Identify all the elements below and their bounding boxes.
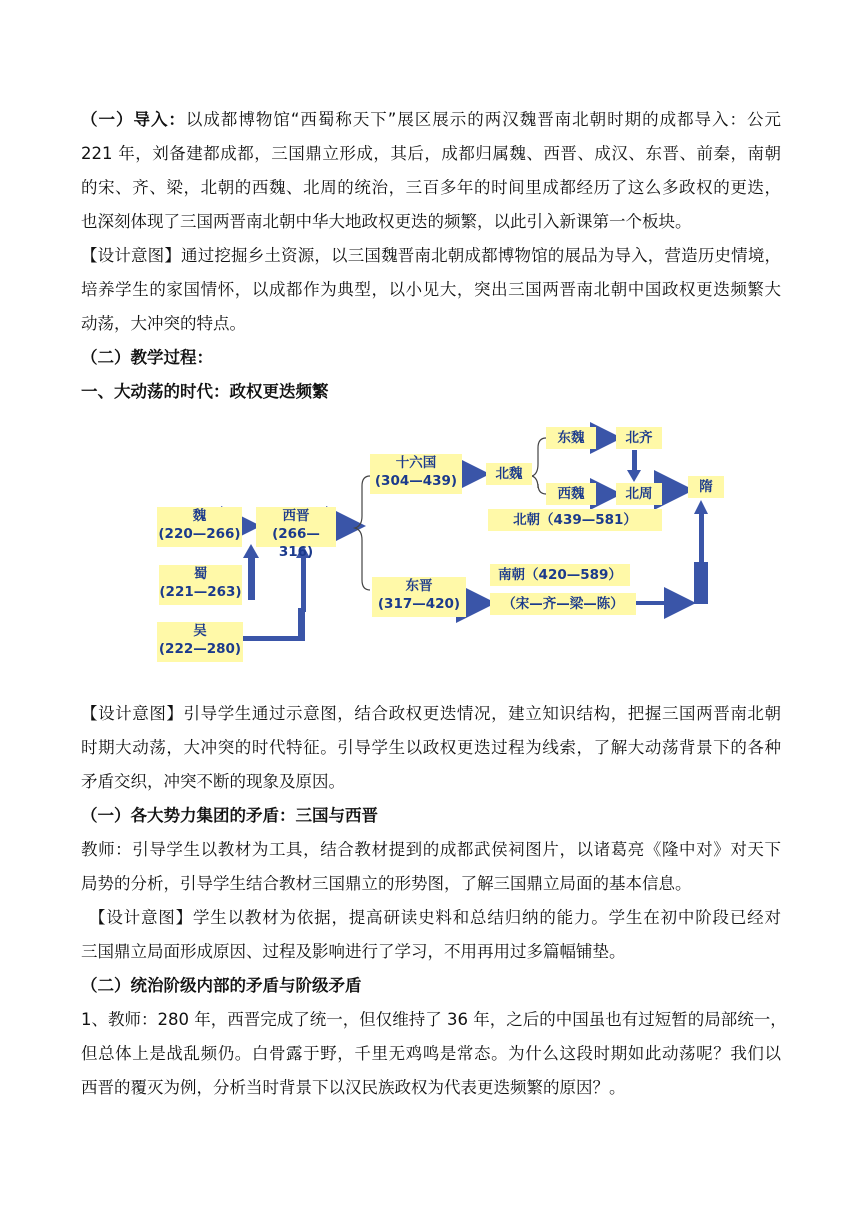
arrow-up-sui-vertical [699,512,704,564]
arrow-beiqi-down-bar [632,450,637,472]
design-intent-1-line-2: 培养学生的家国情怀，以成都作为典型，以小见大，突出三国两晋南北朝中国政权更迭频繁大 [81,280,781,299]
intro-text: 以成都博物馆“西蜀称天下”展区展示的两汉魏晋南北朝时期的成都导入：公元 [185,110,782,129]
dongjin-name: 东晋 [405,578,433,594]
box-nanchao-dynasties: （宋—齐—梁—陈） [490,593,636,615]
shu-name: 蜀 [193,566,208,582]
arrow-beiqi-down-head [627,470,641,482]
xijin-years: (266—316) [272,526,320,560]
design-intent-2-line-1: 【设计意图】引导学生通过示意图，结合政权更迭情况，建立知识结构，把握三国两晋南北朝 [81,704,781,723]
arrow-wu-bar [298,608,305,641]
teacher-1-line-1: 教师：引导学生以教材为工具，结合教材提到的成都武侯祠图片，以诸葛亮《隆中对》对天下 [81,840,781,859]
design-intent-1-line-3: 动荡，大冲突的特点。 [81,314,246,333]
box-shiliuguo [370,454,462,494]
teaching-process-heading: （二）教学过程： [81,348,213,367]
wei-name: 魏 [192,508,207,524]
intro-line-3: 的宋、齐、梁，北朝的西魏、北周的统治，三百多年的时间里成都经历了这么多政权的更迭， [81,178,781,197]
box-nanchao: 南朝（420—589） [490,564,630,586]
shiliuguo-years: (304—439) [374,473,458,489]
wu-years: (222—280) [158,641,242,657]
box-sui: 隋 [688,476,724,498]
section-1-heading: 一、大动荡的时代：政权更迭频繁 [81,382,329,401]
arrow-wu-horizontal [243,636,298,641]
xijin-name: 西晋 [282,508,310,524]
arrow-up-sui-bar [694,562,708,604]
intro-line-2: 221 年，刘备建都成都，三国鼎立形成，其后，成都归属魏、西晋、成汉、东晋、前秦，南朝 [81,144,781,163]
wu-name: 吴 [193,623,207,639]
design-intent-2-line-2: 时期大动荡，大冲突的时代特征。引导学生以政权更迭过程为线索，了解大动荡背景下的各种 [81,738,781,757]
teacher-2-line-3: 西晋的覆灭为例，分析当时背景下以汉民族政权为代表更迭频繁的原因？。 [81,1078,626,1097]
box-beizhou: 北周 [616,483,662,505]
subsection-2-heading: （二）统治阶级内部的矛盾与阶级矛盾 [81,976,362,995]
arrow-shu-bar [248,556,255,600]
box-xiwei: 西魏 [546,483,596,505]
intro-heading: （一）导入： [81,110,186,129]
box-dongjin [372,577,466,617]
subsection-1-heading: （一）各大势力集团的矛盾：三国与西晋 [81,806,378,825]
box-beiwei: 北魏 [486,463,532,485]
design-intent-1-line-1: 【设计意图】通过挖掘乡土资源，以三国魏晋南北朝成都博物馆的展品为导入，营造历史情境， [81,246,781,265]
box-dongwei: 东魏 [546,427,596,449]
teacher-1-line-2: 局势的分析，引导学生结合教材三国鼎立的形势图，了解三国鼎立局面的基本信息。 [81,874,692,893]
arrow-up-sui-head [694,500,708,514]
intro-line-4: 也深刻体现了三国两晋南北朝中华大地政权更迭的频繁，以此引入新课第一个板块。 [81,212,692,231]
design-intent-2-line-3: 矛盾交织，冲突不断的现象及原因。 [81,772,345,791]
box-beiqi: 北齐 [616,427,662,449]
box-wu [157,622,243,662]
box-xijin [256,507,336,560]
beiwei-brace [532,438,546,494]
design-intent-3-line-2: 三国鼎立局面形成原因、过程及影响进行了学习，不用再用过多篇幅铺垫。 [81,942,626,961]
arrow-wu-vertical [301,556,306,612]
shiliuguo-name: 十六国 [395,455,437,471]
box-shu [159,565,242,605]
dongjin-years: (317—420) [377,596,461,612]
shu-years: (221—263) [159,584,242,600]
split-brace [355,476,370,590]
teacher-2-line-2: 但总体上是战乱频仍。白骨露于野，千里无鸡鸣是常态。为什么这段时期如此动荡呢？我们以 [81,1044,781,1063]
design-intent-3-line-1: 【设计意图】学生以教材为依据，提高研读史料和总结归纳的能力。学生在初中阶段已经对 [89,908,781,927]
teacher-2-line-1: 1、教师：280 年，西晋完成了统一，但仅维持了 36 年，之后的中国虽也有过短暂的局部统一， [81,1010,787,1029]
box-wei [157,507,242,547]
wei-years: (220—266) [158,526,241,542]
box-beichao: 北朝（439—581） [488,509,662,531]
